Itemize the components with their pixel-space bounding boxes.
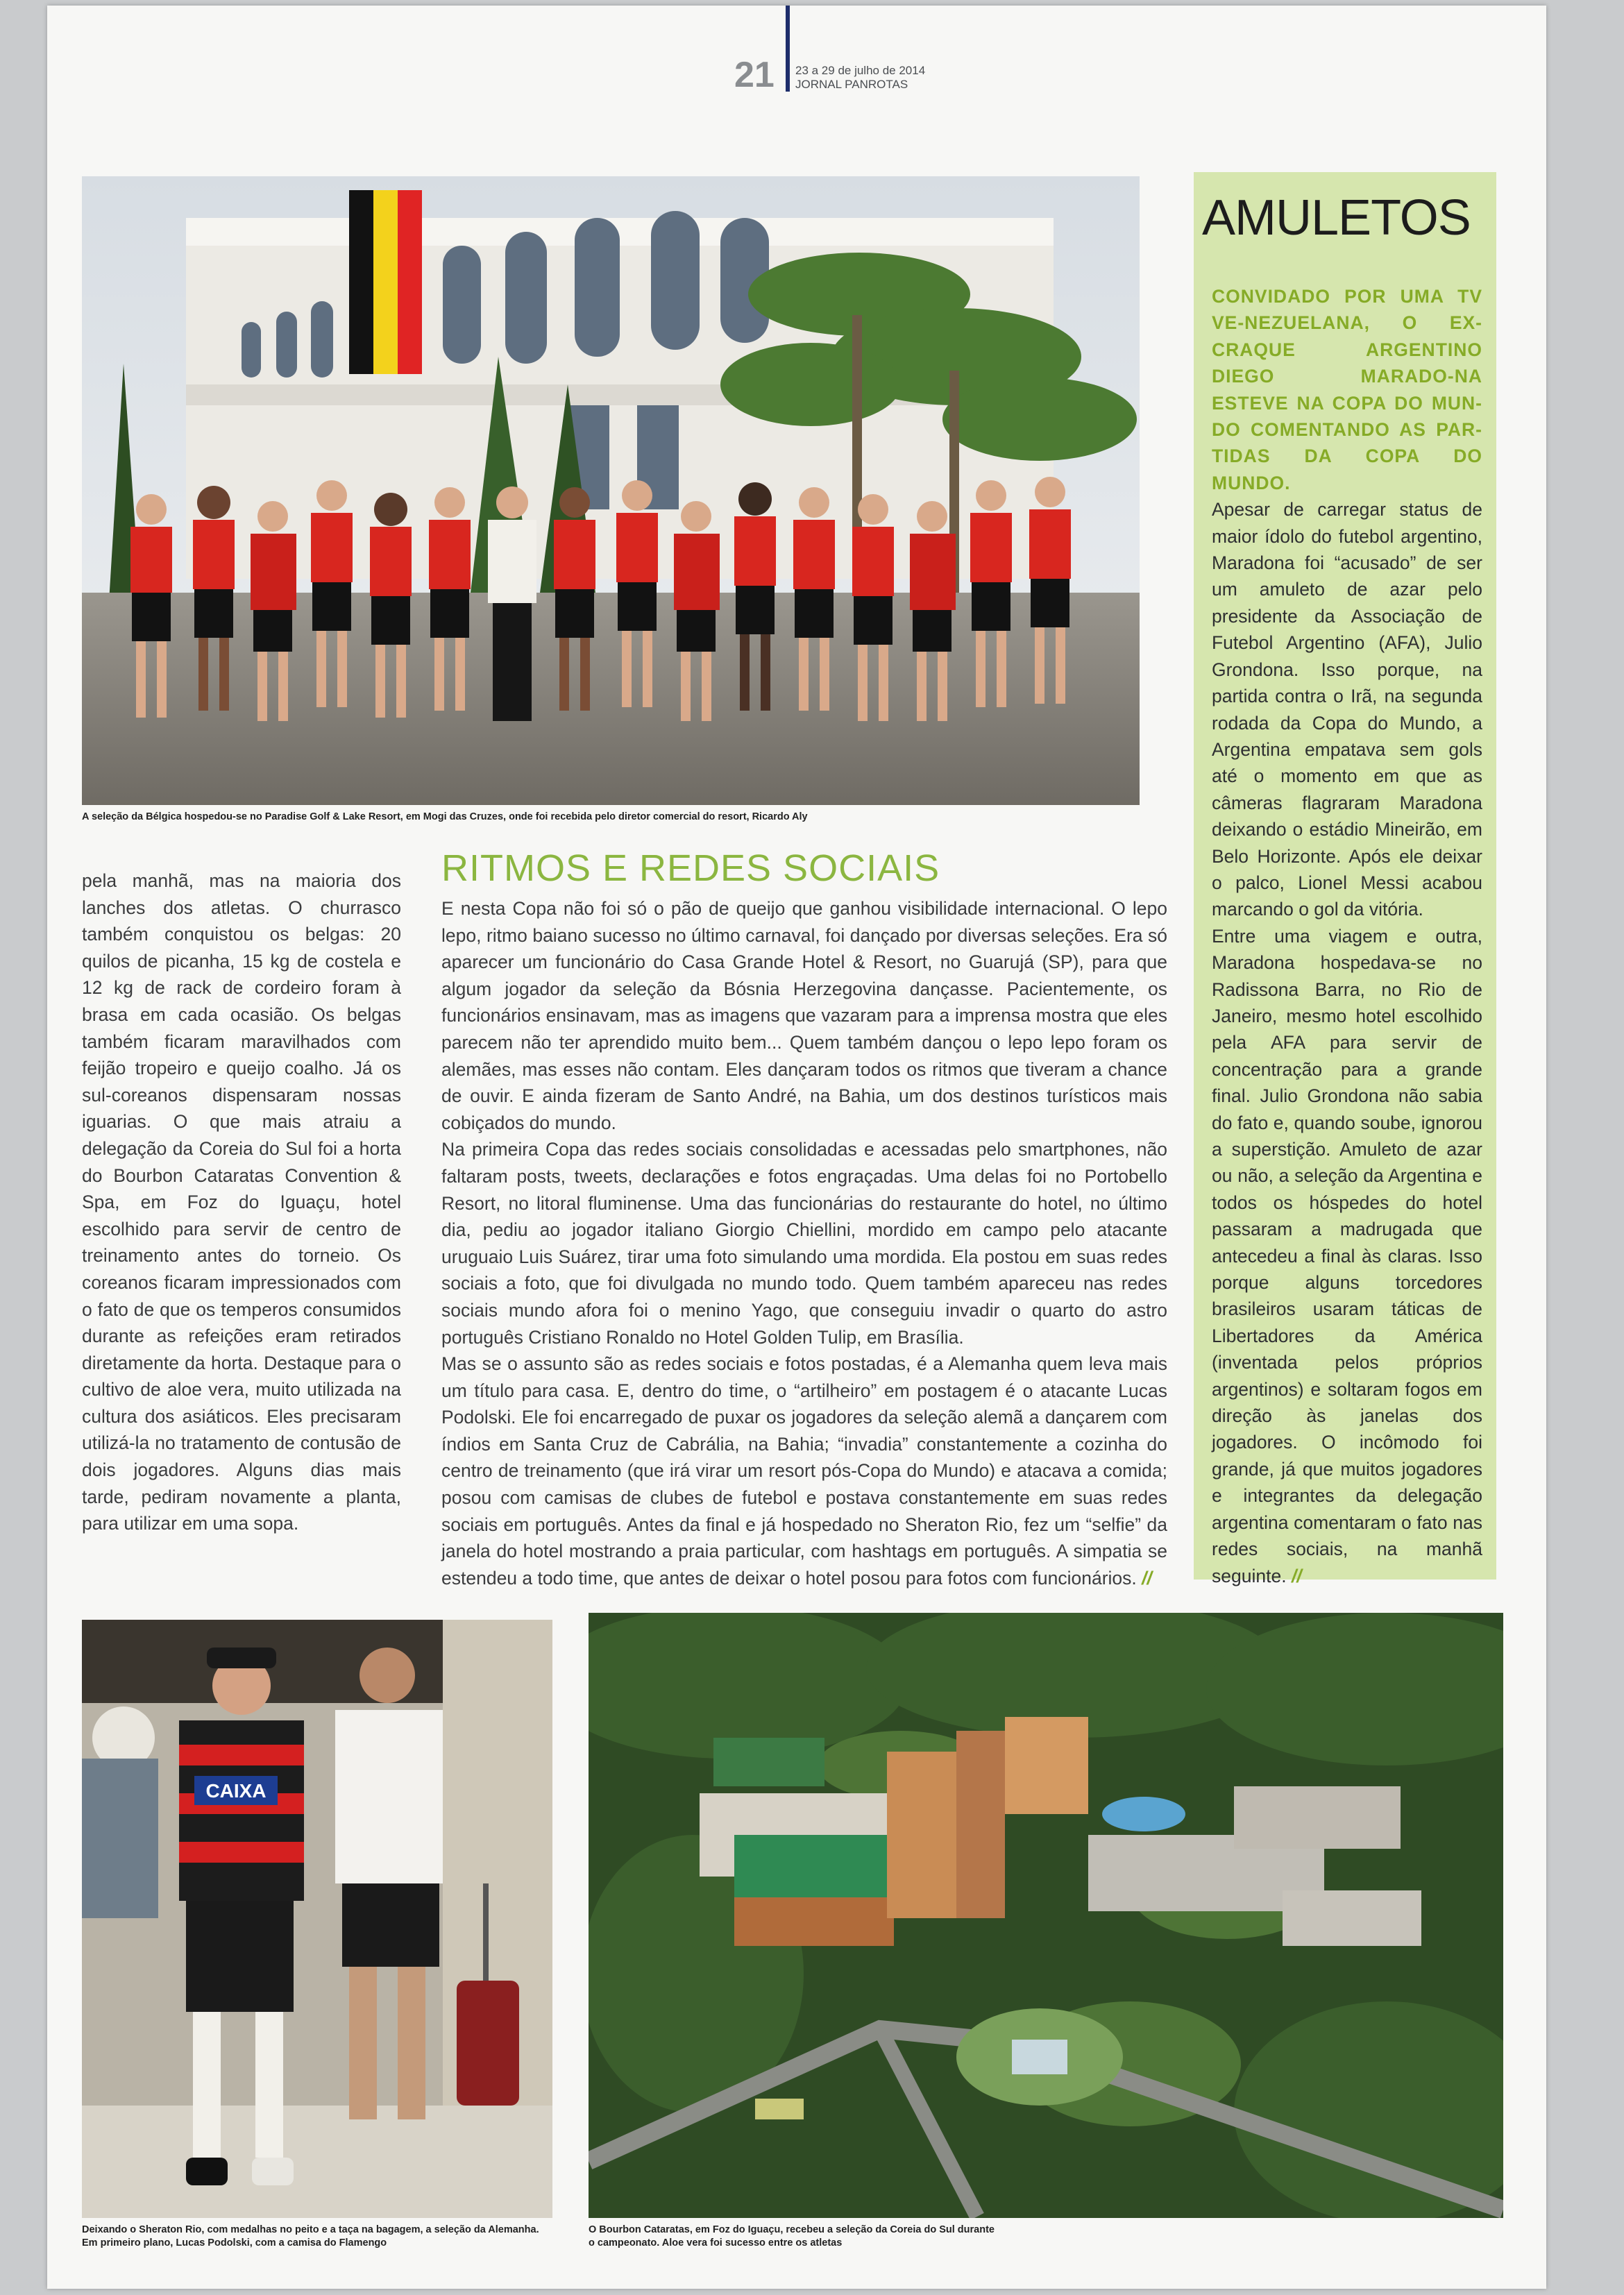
sidebar-body [1212, 283, 1482, 1589]
germany-team-photo [82, 1620, 552, 2218]
article-end-mark: // [1142, 1567, 1152, 1589]
bourbon-hotel-aerial-photo [589, 1613, 1503, 2218]
page-number: 21 [734, 55, 775, 95]
article-title: RITMOS E REDES SOCIAIS [441, 847, 940, 889]
hotel-photo-caption: O Bourbon Cataratas, em Foz do Iguaçu, recebeu a seleção da Coreia do Sul durante o campeonato. Aloe vera foi sucesso entre os atletas [589, 2224, 995, 2249]
jersey-sponsor-text: CAIXA [205, 1780, 267, 1802]
germany-photo-caption: Deixando o Sheraton Rio, com medalhas no peito e a taça na bagagem, a seleção da Alemanha. Em primeiro plano, Lucas Podolski, com a camisa do Flamengo [82, 2224, 539, 2249]
germany-departure-illustration [82, 1620, 552, 2218]
sidebar-end-mark: // [1291, 1565, 1302, 1586]
article-body [441, 895, 1167, 1591]
article-paragraph-3: Mas se o assunto são as redes sociais e fotos postadas, é a Alemanha quem leva mais um título para casa. E, dentro do time, o “artilheiro” em postagem é o atacante Lucas Podolski. Ele foi encarregado de puxar os jogadores da seleção alemã a dançarem com índios em Santa Cruz de Cabrália, na Bahia; “invadia” constantemente a cozinha do centro de treinamento (que irá virar um resort pós-Copa do Mundo) e atacava a comida; posou com camisas de clubes de futebol e postava constantemente em suas redes sociais em português. Antes da final e já hospedado no Sheraton Rio, fez um “selfie” da janela do hotel mostrando a praia particular, com hashtags em português. A simpatia se estendeu a todo time, que antes de deixar o hotel posou para fotos com funcionários. [441, 1353, 1167, 1589]
publication-name: JORNAL PANROTAS [795, 78, 908, 91]
sidebar-paragraph-1: Apesar de carregar status de maior ídolo do futebol argentino, Maradona foi “acusado” de ser um amuleto de azar pelo presidente da Associação de Futebol Argentino (AFA), Julio Grondona. Isso porque, na partida contra o Irã, na segunda rodada da Copa do Mundo, a Argentina empatava sem gols até o momento em que as câmeras flagraram Maradona deixando o estádio Mineirão, em Belo Horizonte. Após ele deixar o palco, Lionel Messi acabou marcando o gol da vitória. [1212, 499, 1482, 920]
belgium-team-illustration [82, 176, 1140, 805]
left-text-column [82, 867, 401, 1537]
article-paragraph-1: E nesta Copa não foi só o pão de queijo que ganhou visibilidade internacional. O lepo lepo, ritmo baiano sucesso no último carnaval, foi dançado por diversas seleções. Era só aparecer um funcionário do Casa Grande Hotel & Resort, no Guarujá (SP), para que algum jogador da seleção da Bósnia Herzegovina dançasse. Pacientemente, os funcionários ensinavam, mas as imagens que vazaram para a imprensa mostra que eles parecem não ter aprendido muito bem... Quem também dançou o lepo lepo foram os alemães, mas esses não contam. Eles dançaram todos os ritmos que tiveram a chance de ouvir. E ainda fizeram de Santo André, na Bahia, um dos destinos turísticos mais cobiçados do mundo. [441, 898, 1167, 1133]
belgium-team-photo [82, 176, 1140, 805]
team-photo-caption: A seleção da Bélgica hospedou-se no Paradise Golf & Lake Resort, em Mogi das Cruzes, onde foi recebida pelo diretor comercial do resort, Ricardo Aly [82, 811, 808, 822]
issue-date: 23 a 29 de julho de 2014 [795, 64, 926, 77]
hotel-aerial-illustration [589, 1613, 1503, 2218]
sidebar-title: AMULETOS [1202, 190, 1471, 246]
header-divider [786, 6, 790, 92]
issue-date-block [795, 64, 925, 92]
article-paragraph-2: Na primeira Copa das redes sociais consolidadas e acessadas pelo smartphones, não faltaram posts, tweets, declarações e fotos engraçadas. Uma delas foi no Portobello Resort, no litoral fluminense. Uma das funcionárias do restaurante do hotel, no último dia, pediu ao jogador italiano Giorgio Chiellini, mordido em campo pelo atacante uruguaio Luis Suárez, tirar uma foto simulando uma mordida. Ela postou em suas redes sociais a foto, que foi divulgada no mundo todo. Quem também apareceu nas redes sociais mundo afora foi o menino Yago, que conseguiu invadir o quarto do astro português Cristiano Ronaldo no Hotel Golden Tulip, em Brasília. [441, 1139, 1167, 1348]
sidebar-lead: CONVIDADO POR UMA TV VE-NEZUELANA, O EX-CRAQUE ARGENTINO DIEGO MARADO-NA ESTEVE NA COPA DO MUN-DO COMENTANDO AS PAR-TIDAS DA COPA DO MUNDO. [1212, 286, 1482, 493]
left-column-text: pela manhã, mas na maioria dos lanches dos atletas. O churrasco também conquistou os belgas: 20 quilos de picanha, 15 kg de costela e 12 kg de rack de cordeiro foram à brasa em cada ocasião. Os belgas também ficaram maravilhados com feijão tropeiro e queijo coalho. Já os sul-coreanos dispensaram nossas iguarias. O que mais atraiu a delegação da Coreia do Sul foi a horta do Bourbon Cataratas Convention & Spa, em Foz do Iguaçu, hotel escolhido para servir de centro de treinamento antes do torneio. Os coreanos ficaram impressionados com o fato de que os temperos consumidos durante as refeições eram retirados diretamente da horta. Destaque para o cultivo de aloe vera, muito utilizada na cultura dos asiáticos. Eles precisaram utilizá-la no tratamento de contusão de dois jogadores. Alguns dias mais tarde, pediram novamente a planta, para utilizar em uma sopa. [82, 870, 401, 1534]
sidebar-paragraph-2: Entre uma viagem e outra, Maradona hospedava-se no Radissona Barra, no Rio de Janeiro, mesmo hotel escolhido pela AFA para servir de concentração para a grande final. Julio Grondona não sabia do fato e, quando soube, ignorou a superstição. Amuleto de azar ou não, a seleção da Argentina e todos os hóspedes do hotel passaram a madrugada que antecedeu a final às claras. Isso porque alguns torcedores brasileiros usaram táticas de Libertadores da América (inventada pelos próprios argentinos) e soltaram fogos em direção às janelas dos jogadores. O incômodo foi grande, já que muitos jogadores e integrantes da delegação argentina comentaram o fato nas redes sociais, na manhã seguinte. [1212, 925, 1482, 1586]
